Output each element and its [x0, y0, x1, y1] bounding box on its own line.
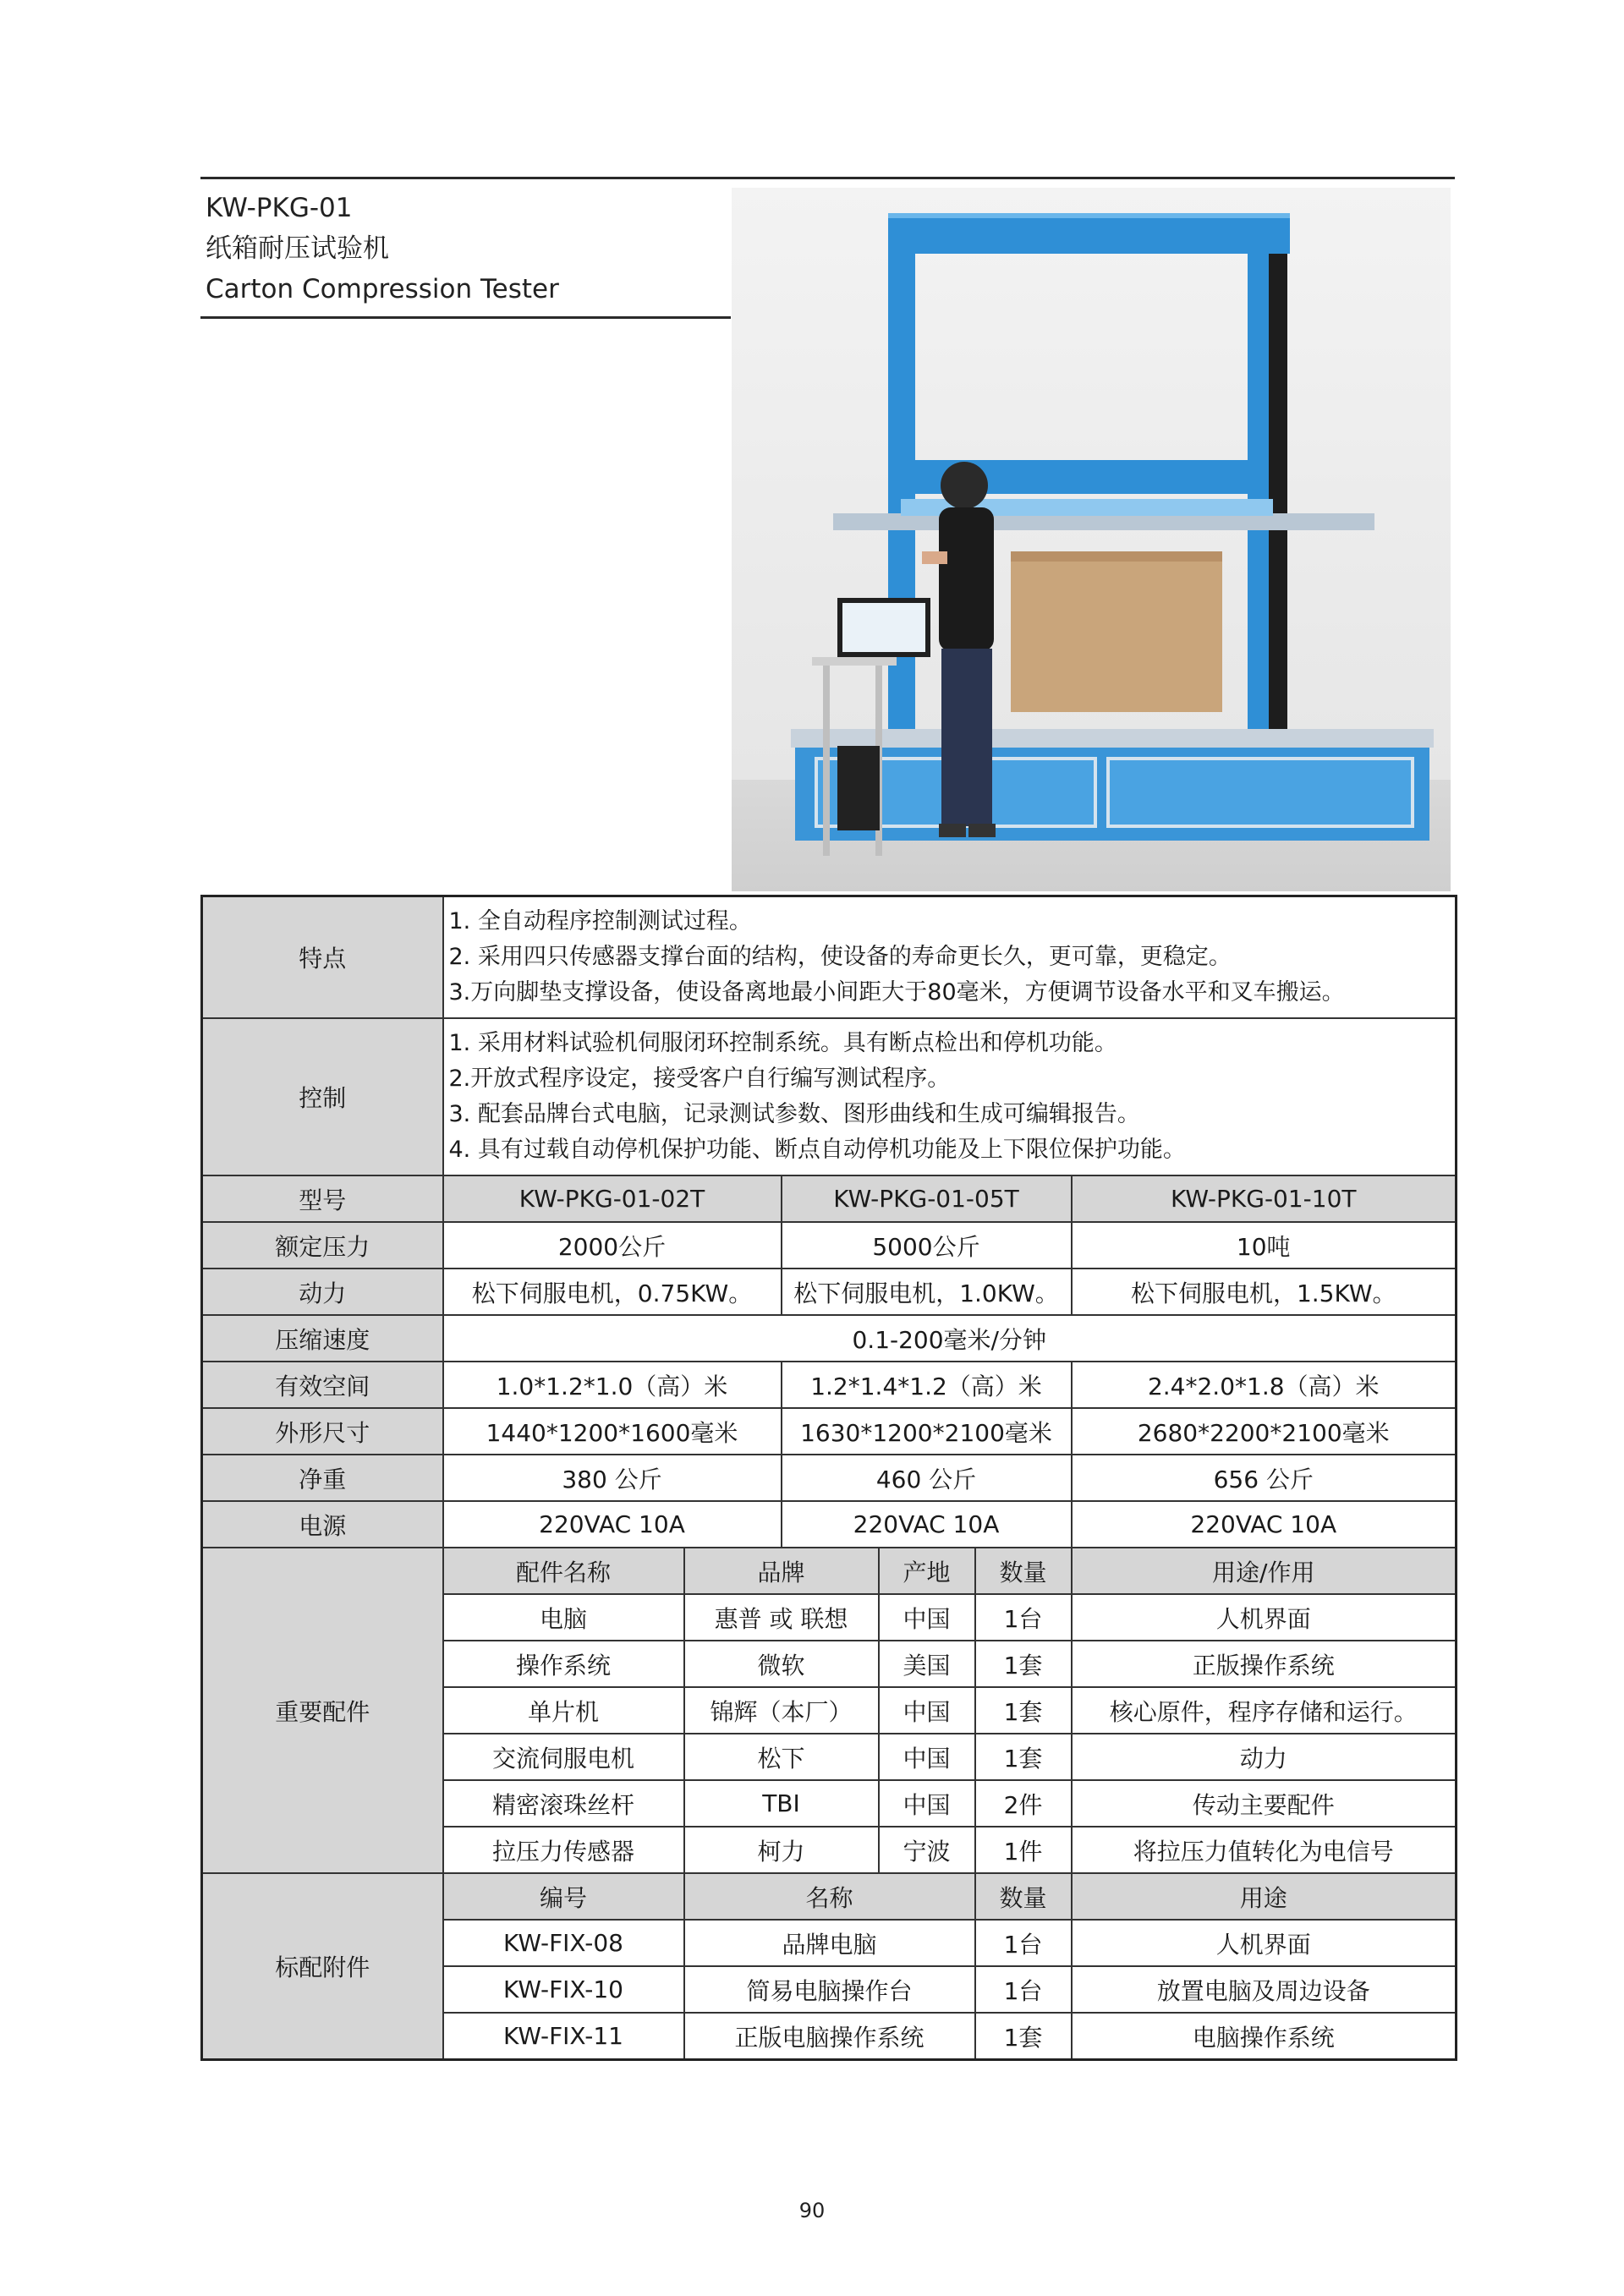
accessory-cell: 1套 — [975, 1734, 1072, 1780]
accessory-cell: 1台 — [975, 1594, 1072, 1641]
accessory-cell: 中国 — [879, 1734, 975, 1780]
model-value: KW-PKG-01-10T — [1072, 1175, 1457, 1222]
space-row — [202, 1362, 1457, 1408]
rated-pressure-label: 额定压力 — [202, 1222, 443, 1269]
accessory-cell: 交流伺服电机 — [443, 1734, 684, 1780]
model-label: 型号 — [202, 1175, 443, 1222]
standard-cell: 电脑操作系统 — [1072, 2013, 1457, 2060]
accessory-cell: TBI — [684, 1780, 879, 1827]
model-row — [202, 1175, 1457, 1222]
model-value: KW-PKG-01-02T — [443, 1175, 782, 1222]
accessory-cell: 宁波 — [879, 1827, 975, 1873]
power-value: 松下伺服电机，1.0KW。 — [782, 1269, 1072, 1315]
power-value: 松下伺服电机，0.75KW。 — [443, 1269, 782, 1315]
space-value: 1.2*1.4*1.2（高）米 — [782, 1362, 1072, 1408]
features-row — [202, 896, 1457, 1019]
accessory-cell: 传动主要配件 — [1072, 1780, 1457, 1827]
name-en: Carton Compression Tester — [206, 274, 559, 304]
accessory-col-header: 品牌 — [684, 1548, 879, 1594]
standard-cell: KW-FIX-11 — [443, 2013, 684, 2060]
page-number: 90 — [798, 2199, 826, 2222]
speed-label: 压缩速度 — [202, 1315, 443, 1362]
control-line: 2.开放式程序设定，接受客户自行编写测试程序。 — [448, 1066, 951, 1092]
standard-cell: 1套 — [975, 2013, 1072, 2060]
control-line: 3. 配套品牌台式电脑，记录测试参数、图形曲线和生成可编辑报告。 — [448, 1101, 1140, 1127]
power-supply-value: 220VAC 10A — [782, 1501, 1072, 1548]
accessory-col-header: 产地 — [879, 1548, 975, 1594]
accessory-col-header: 配件名称 — [443, 1548, 684, 1594]
standard-header-row — [202, 1873, 1457, 1920]
weight-value: 380 公斤 — [443, 1455, 782, 1501]
dimensions-value: 2680*2200*2100毫米 — [1072, 1408, 1457, 1455]
space-label: 有效空间 — [202, 1362, 443, 1408]
title-rule — [200, 316, 731, 319]
accessory-cell: 中国 — [879, 1594, 975, 1641]
dimensions-value: 1440*1200*1600毫米 — [443, 1408, 782, 1455]
features-text — [443, 896, 1457, 1019]
product-photo — [732, 188, 1451, 891]
space-value: 1.0*1.2*1.0（高）米 — [443, 1362, 782, 1408]
accessory-cell: 2件 — [975, 1780, 1072, 1827]
control-label: 控制 — [202, 1018, 443, 1175]
accessory-cell: 松下 — [684, 1734, 879, 1780]
top-rule — [200, 177, 1455, 179]
accessories-header-row — [202, 1548, 1457, 1594]
standard-col-header: 数量 — [975, 1873, 1072, 1920]
accessory-cell: 电脑 — [443, 1594, 684, 1641]
feature-line: 2. 采用四只传感器支撑台面的结构，使设备的寿命更长久，更可靠，更稳定。 — [448, 944, 1232, 970]
accessory-cell: 1套 — [975, 1687, 1072, 1734]
accessory-cell: 中国 — [879, 1687, 975, 1734]
accessory-col-header: 数量 — [975, 1548, 1072, 1594]
accessory-cell: 单片机 — [443, 1687, 684, 1734]
weight-row — [202, 1455, 1457, 1501]
feature-line: 3.万向脚垫支撑设备，使设备离地最小间距大于80毫米，方便调节设备水平和叉车搬运。 — [448, 979, 1345, 1006]
control-row — [202, 1018, 1457, 1175]
accessory-cell: 美国 — [879, 1641, 975, 1687]
features-label: 特点 — [202, 896, 443, 1019]
accessory-cell: 锦辉（本厂） — [684, 1687, 879, 1734]
power-label: 动力 — [202, 1269, 443, 1315]
dimensions-value: 1630*1200*2100毫米 — [782, 1408, 1072, 1455]
accessory-cell: 操作系统 — [443, 1641, 684, 1687]
power-supply-label: 电源 — [202, 1501, 443, 1548]
space-value: 2.4*2.0*1.8（高）米 — [1072, 1362, 1457, 1408]
control-line: 1. 采用材料试验机伺服闭环控制系统。具有断点检出和停机功能。 — [448, 1030, 1117, 1056]
accessory-cell: 人机界面 — [1072, 1594, 1457, 1641]
title-block — [206, 188, 730, 310]
weight-value: 656 公斤 — [1072, 1455, 1457, 1501]
accessory-col-header: 用途/作用 — [1072, 1548, 1457, 1594]
standard-cell: KW-FIX-08 — [443, 1920, 684, 1966]
standard-cell: KW-FIX-10 — [443, 1966, 684, 2013]
weight-label: 净重 — [202, 1455, 443, 1501]
control-text — [443, 1018, 1457, 1175]
rated-pressure-value: 2000公斤 — [443, 1222, 782, 1269]
accessory-cell: 正版操作系统 — [1072, 1641, 1457, 1687]
standard-cell: 人机界面 — [1072, 1920, 1457, 1966]
dimensions-label: 外形尺寸 — [202, 1408, 443, 1455]
standard-col-header: 编号 — [443, 1873, 684, 1920]
accessory-cell: 微软 — [684, 1641, 879, 1687]
accessory-cell: 中国 — [879, 1780, 975, 1827]
model-title: KW-PKG-01 — [206, 193, 353, 223]
power-supply-value: 220VAC 10A — [1072, 1501, 1457, 1548]
accessory-cell: 1件 — [975, 1827, 1072, 1873]
standard-cell: 品牌电脑 — [684, 1920, 975, 1966]
power-value: 松下伺服电机，1.5KW。 — [1072, 1269, 1457, 1315]
accessories-label: 重要配件 — [202, 1548, 443, 1873]
feature-line: 1. 全自动程序控制测试过程。 — [448, 908, 752, 934]
standard-cell: 放置电脑及周边设备 — [1072, 1966, 1457, 2013]
accessory-cell: 核心原件，程序存储和运行。 — [1072, 1687, 1457, 1734]
speed-value: 0.1-200毫米/分钟 — [443, 1315, 1457, 1362]
standard-label: 标配附件 — [202, 1873, 443, 2060]
standard-cell: 正版电脑操作系统 — [684, 2013, 975, 2060]
standard-cell: 1台 — [975, 1966, 1072, 2013]
model-value: KW-PKG-01-05T — [782, 1175, 1072, 1222]
accessory-cell: 动力 — [1072, 1734, 1457, 1780]
accessory-cell: 精密滚珠丝杆 — [443, 1780, 684, 1827]
control-line: 4. 具有过载自动停机保护功能、断点自动停机功能及上下限位保护功能。 — [448, 1137, 1186, 1163]
power-supply-row — [202, 1501, 1457, 1548]
weight-value: 460 公斤 — [782, 1455, 1072, 1501]
rated-pressure-value: 10吨 — [1072, 1222, 1457, 1269]
accessory-cell: 将拉压力值转化为电信号 — [1072, 1827, 1457, 1873]
power-supply-value: 220VAC 10A — [443, 1501, 782, 1548]
standard-cell: 1台 — [975, 1920, 1072, 1966]
dimensions-row — [202, 1408, 1457, 1455]
accessory-cell: 柯力 — [684, 1827, 879, 1873]
standard-col-header: 用途 — [1072, 1873, 1457, 1920]
spec-table — [200, 895, 1457, 2061]
standard-cell: 简易电脑操作台 — [684, 1966, 975, 2013]
power-row — [202, 1269, 1457, 1315]
rated-pressure-value: 5000公斤 — [782, 1222, 1072, 1269]
accessory-cell: 拉压力传感器 — [443, 1827, 684, 1873]
speed-row — [202, 1315, 1457, 1362]
accessory-cell: 惠普 或 联想 — [684, 1594, 879, 1641]
rated-pressure-row — [202, 1222, 1457, 1269]
accessory-cell: 1套 — [975, 1641, 1072, 1687]
name-cn: 纸箱耐压试验机 — [206, 233, 389, 264]
standard-col-header: 名称 — [684, 1873, 975, 1920]
